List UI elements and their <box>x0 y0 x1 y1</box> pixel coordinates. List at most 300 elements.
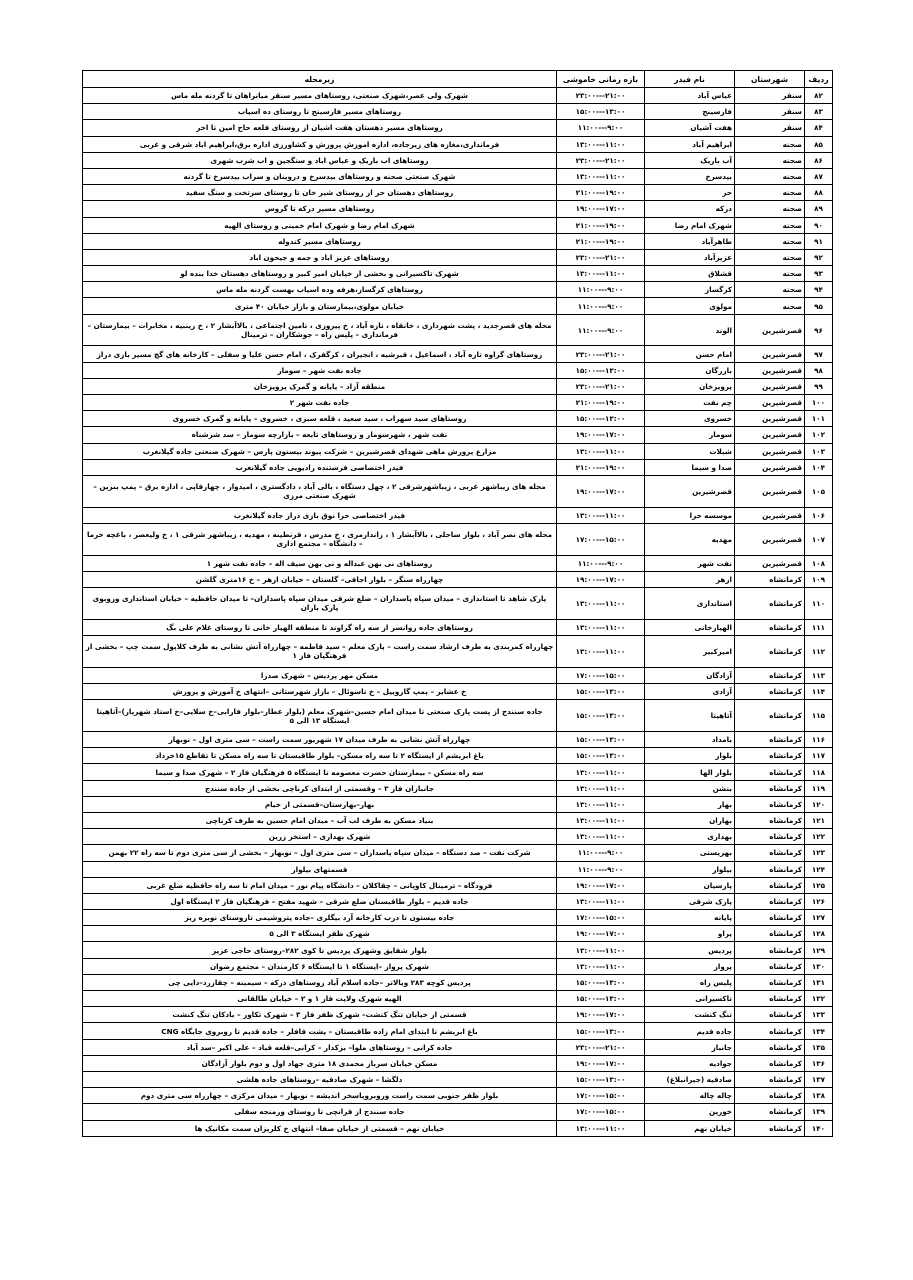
feeder-cell: پرواز <box>645 958 735 974</box>
county-cell: کرمانشاه <box>735 1023 805 1039</box>
county-cell: کرمانشاه <box>735 812 805 828</box>
area-cell: شهرک بهداری – استخر زرین <box>83 829 557 845</box>
row-number: ۱۱۸ <box>805 764 833 780</box>
outage-time-cell: ۱۱:۰۰---۱۳:۰۰ <box>557 796 645 812</box>
row-number: ۱۱۲ <box>805 636 833 668</box>
area-cell: بهار–بهارستان–قسمتی از خیام <box>83 796 557 812</box>
row-number: ۱۲۶ <box>805 893 833 909</box>
row-number: ۱۰۳ <box>805 443 833 459</box>
area-cell: روستاهای کرگساز،هرفه وده اسیاب بهست گردنه مله ماس <box>83 282 557 298</box>
table-row <box>83 942 833 958</box>
row-number: ۹۱ <box>805 233 833 249</box>
area-cell: منطقه آزاد – پایانه و گمرک پرویزخان <box>83 378 557 394</box>
area-cell: جاده نفت شهر ۲ <box>83 394 557 410</box>
feeder-cell: بیلوار <box>645 861 735 877</box>
outage-time-cell: ۱۳:۰۰---۱۵:۰۰ <box>557 684 645 700</box>
outage-time-cell: ۱۷:۰۰---۱۹:۰۰ <box>557 1055 645 1071</box>
area-cell: چهارراه آتش نشانی به طرف میدان ۱۷ شهریور سمت راست – سی متری اول – نوبهار <box>83 732 557 748</box>
county-cell: قصرشیرین <box>735 459 805 475</box>
feeder-cell: بازرگان <box>645 362 735 378</box>
county-cell: کرمانشاه <box>735 1055 805 1071</box>
feeder-cell: امام حسن <box>645 346 735 362</box>
outage-time-cell: ۱۳:۰۰---۱۵:۰۰ <box>557 104 645 120</box>
area-cell: شهرک ظفر ایستگاه ۳ الی ۵ <box>83 926 557 942</box>
table-row <box>83 555 833 571</box>
row-number: ۱۴۰ <box>805 1120 833 1136</box>
row-number: ۹۰ <box>805 217 833 233</box>
county-cell: قصرشیرین <box>735 507 805 523</box>
table-row <box>83 926 833 942</box>
row-number: ۱۳۸ <box>805 1088 833 1104</box>
area-cell: روستاهای مسیر درکه تا گروس <box>83 201 557 217</box>
table-row <box>83 1071 833 1087</box>
feeder-cell: پراو <box>645 926 735 942</box>
county-cell: کرمانشاه <box>735 1039 805 1055</box>
row-number: ۱۱۴ <box>805 684 833 700</box>
outage-time-cell: ۱۱:۰۰---۱۳:۰۰ <box>557 636 645 668</box>
feeder-cell: بهاران <box>645 812 735 828</box>
row-number: ۱۳۴ <box>805 1023 833 1039</box>
outage-time-cell: ۱۳:۰۰---۱۵:۰۰ <box>557 700 645 732</box>
county-cell: کرمانشاه <box>735 667 805 683</box>
table-row <box>83 249 833 265</box>
row-number: ۱۱۷ <box>805 748 833 764</box>
table-row <box>83 861 833 877</box>
outage-schedule-table <box>82 70 833 1137</box>
outage-time-cell: ۱۷:۰۰---۱۹:۰۰ <box>557 571 645 587</box>
row-number: ۱۳۵ <box>805 1039 833 1055</box>
feeder-cell: پارک شرقی <box>645 893 735 909</box>
feeder-cell: صدا و سیما <box>645 459 735 475</box>
feeder-cell: جاده قدیم <box>645 1023 735 1039</box>
outage-time-cell: ۱۱:۰۰---۱۳:۰۰ <box>557 443 645 459</box>
row-number: ۱۲۴ <box>805 861 833 877</box>
row-number: ۱۳۰ <box>805 958 833 974</box>
county-cell: کرمانشاه <box>735 877 805 893</box>
county-cell: صحنه <box>735 217 805 233</box>
area-cell: فرمانداری،مغازه های زیرجاده، اداره اموزش پرورش و کشاورزی اداره برق،ابراهیم اباد شرقی و غربی <box>83 136 557 152</box>
row-number: ۸۲ <box>805 88 833 104</box>
outage-schedule-sheet <box>82 70 832 1137</box>
area-cell: چهارراه سنگر – بلوار اجاقی– گلستان – خیابان ازهر – خ ۱۶متری گلشن <box>83 571 557 587</box>
area-cell: روستاهای عزیز اباد و جمه و جیحون اباد <box>83 249 557 265</box>
area-cell: محله های نصر آباد ، بلوار ساحلی ، بالاآبشار ۱ ، زاندارمری ، خ مدرس ، قرنطینه ، مهدیه ، زیباشهر شرقی ۱ ، خ ولیعصر ، باغچه خرما – دانشگاه – مجتمع اداری <box>83 523 557 555</box>
county-cell: کرمانشاه <box>735 796 805 812</box>
county-cell: کرمانشاه <box>735 619 805 635</box>
outage-time-cell: ۲۱:۰۰---۲۳:۰۰ <box>557 152 645 168</box>
area-cell: مسکن خیابان سرباز محمدی ۱۸ متری جهاد اول و دوم بلوار آزادگان <box>83 1055 557 1071</box>
table-row <box>83 812 833 828</box>
table-row <box>83 1023 833 1039</box>
county-cell: صحنه <box>735 201 805 217</box>
feeder-cell: پردیس <box>645 942 735 958</box>
county-cell: کرمانشاه <box>735 958 805 974</box>
outage-time-cell: ۱۳:۰۰---۱۵:۰۰ <box>557 991 645 1007</box>
feeder-cell: حر <box>645 185 735 201</box>
county-cell: کرمانشاه <box>735 588 805 620</box>
table-row <box>83 1088 833 1104</box>
table-row <box>83 298 833 314</box>
outage-time-cell: ۲۱:۰۰---۲۳:۰۰ <box>557 1039 645 1055</box>
table-row <box>83 523 833 555</box>
feeder-cell: بنشن <box>645 780 735 796</box>
table-row <box>83 845 833 861</box>
row-number: ۱۲۲ <box>805 829 833 845</box>
row-number: ۱۱۳ <box>805 667 833 683</box>
table-row <box>83 877 833 893</box>
area-cell: بنیاد مسکن به طرف لب آب – میدان امام حسین به طرف کرناچی <box>83 812 557 828</box>
outage-time-cell: ۱۱:۰۰---۱۳:۰۰ <box>557 942 645 958</box>
area-cell: محله های زیباشهر غربی ، زیباشهرشرقی ۲ ، چهل دستگاه ، بالی آباد ، دادگستری ، امیدوار ، چهارقاپی ، اداره برق – پمپ بنزین – شهرک صنعتی مرزی <box>83 475 557 507</box>
feeder-cell: خسروی <box>645 411 735 427</box>
table-row <box>83 475 833 507</box>
area-cell: جاده سنندج از قرانچی تا روستای ورمنجه سفلی <box>83 1104 557 1120</box>
table-row <box>83 588 833 620</box>
table-row <box>83 748 833 764</box>
feeder-cell: فارسینج <box>645 104 735 120</box>
row-number: ۱۲۳ <box>805 845 833 861</box>
area-cell: خ عشایر – پمپ گازوییل – خ تاسوئال – بازار شهرستانی –انتهای خ آموزش و پرورش <box>83 684 557 700</box>
row-number: ۹۶ <box>805 314 833 346</box>
table-body <box>83 88 833 1137</box>
table-row <box>83 362 833 378</box>
table-row <box>83 459 833 475</box>
outage-time-cell: ۱۱:۰۰---۱۳:۰۰ <box>557 1120 645 1136</box>
area-cell: روستاهای مسیر فارسینج تا روستای ده اسیاب <box>83 104 557 120</box>
outage-time-cell: ۹:۰۰---۱۱:۰۰ <box>557 314 645 346</box>
county-cell: قصرشیرین <box>735 346 805 362</box>
area-cell: شرکت نفت – صد دستگاه – میدان سپاه پاسداران – سی متری اول – نوبهار – بخشی از سی متری دوم تا سه راه ۲۲ بهمن <box>83 845 557 861</box>
area-cell: مزارع پرورش ماهی شهدای قصرشیرین – شرکت پیوند بیستون پارس – شهرک صنعتی جاده گیلانغرب <box>83 443 557 459</box>
county-cell: صحنه <box>735 266 805 282</box>
county-cell: صحنه <box>735 233 805 249</box>
row-number: ۱۰۲ <box>805 427 833 443</box>
area-cell: جاده بیستون تا درب کارخانه آرد بیگلری –جاده پتروشیمی تاروستای نوبره ریز <box>83 910 557 926</box>
outage-time-cell: ۱۳:۰۰---۱۵:۰۰ <box>557 1071 645 1087</box>
row-number: ۱۱۱ <box>805 619 833 635</box>
row-number: ۱۱۵ <box>805 700 833 732</box>
area-cell: شهرک صنعتی صحنه و روستاهای بیدسرخ و دروینان و سراب بیدسرخ تا گردنه <box>83 168 557 184</box>
table-row <box>83 974 833 990</box>
row-number: ۱۲۵ <box>805 877 833 893</box>
area-cell: روستاهای نی بهن عبداله و نی بهن سیف اله – جاده نفت شهر ۱ <box>83 555 557 571</box>
area-cell: روستاهای دهستان حر از روستای شیر خان تا روستای سرتخت و سنگ سفید <box>83 185 557 201</box>
feeder-cell: خورین <box>645 1104 735 1120</box>
outage-time-cell: ۲۱:۰۰---۲۳:۰۰ <box>557 88 645 104</box>
table-row <box>83 104 833 120</box>
county-cell: کرمانشاه <box>735 684 805 700</box>
area-cell: روستاهای مسیر دهستان هفت اشیان از روستای قلعه حاج امین تا اخر <box>83 120 557 136</box>
row-number: ۱۰۶ <box>805 507 833 523</box>
table-row <box>83 152 833 168</box>
feeder-cell: شهرک امام رضا <box>645 217 735 233</box>
outage-time-cell: ۱۱:۰۰---۱۳:۰۰ <box>557 893 645 909</box>
county-cell: کرمانشاه <box>735 764 805 780</box>
area-cell: شهرک تاکسیرانی و بخشی از خیابان امیر کبیر و روستاهای دهستان خدا بنده لو <box>83 266 557 282</box>
feeder-cell: بلوار الها <box>645 764 735 780</box>
table-row <box>83 764 833 780</box>
table-row <box>83 88 833 104</box>
county-cell: قصرشیرین <box>735 362 805 378</box>
feeder-cell: بهار <box>645 796 735 812</box>
county-cell: کرمانشاه <box>735 1120 805 1136</box>
area-cell: جاده کرانی – روستاهای ملوا– بزکدار – کرانی–قلعه قباد – علی اکبر –سد آباد <box>83 1039 557 1055</box>
county-cell: کرمانشاه <box>735 732 805 748</box>
area-cell: محله های قصرجدید ، پشت شهرداری ، خانقاه ، تازه آباد ، خ پیروزی ، تامین اجتماعی ، بالاآبشار ۲ ، خ زینبیه ، مخابرات – بیمارستان – فرمانداری – پلیس راه – جوشکاران – ترمینال <box>83 314 557 346</box>
feeder-cell: درکه <box>645 201 735 217</box>
outage-time-cell: ۱۹:۰۰---۲۱:۰۰ <box>557 394 645 410</box>
table-header-row <box>83 71 833 88</box>
county-cell: کرمانشاه <box>735 861 805 877</box>
outage-time-cell: ۱۳:۰۰---۱۵:۰۰ <box>557 1023 645 1039</box>
county-cell: قصرشیرین <box>735 427 805 443</box>
feeder-cell: ازهر <box>645 571 735 587</box>
outage-time-cell: ۱۱:۰۰---۱۳:۰۰ <box>557 588 645 620</box>
table-row <box>83 636 833 668</box>
table-row <box>83 136 833 152</box>
county-cell: قصرشیرین <box>735 475 805 507</box>
area-cell: روستاهای مسیر کندوله <box>83 233 557 249</box>
table-row <box>83 507 833 523</box>
county-cell: قصرشیرین <box>735 523 805 555</box>
row-number: ۹۹ <box>805 378 833 394</box>
row-number: ۸۹ <box>805 201 833 217</box>
area-cell: سه راه مسکن – بیمارستان حضرت معصومه تا ایستگاه ۵ فرهنگیان فاز ۲ – شهرک صدا و سیما <box>83 764 557 780</box>
county-cell: صحنه <box>735 185 805 201</box>
area-cell: قسمتی از خیابان تنگ کنشت– شهرک ظفر فاز ۳ – شهرک تکاور – بادکان تنگ کنشت <box>83 1007 557 1023</box>
row-number: ۱۳۹ <box>805 1104 833 1120</box>
outage-time-cell: ۱۳:۰۰---۱۵:۰۰ <box>557 362 645 378</box>
county-cell: کرمانشاه <box>735 748 805 764</box>
area-cell: جاده قدیم – بلوار طاقبستان ضلع شرقی – شهید مفتح – فرهنگیان فاز ۲ ایستگاه اول <box>83 893 557 909</box>
feeder-cell: جانباز <box>645 1039 735 1055</box>
outage-time-cell: ۱۷:۰۰---۱۹:۰۰ <box>557 1007 645 1023</box>
row-number: ۱۲۱ <box>805 812 833 828</box>
county-cell: کرمانشاه <box>735 910 805 926</box>
table-row <box>83 780 833 796</box>
table-row <box>83 991 833 1007</box>
row-number: ۱۲۰ <box>805 796 833 812</box>
row-number: ۹۷ <box>805 346 833 362</box>
header-outage-time: بازه زمانی خاموشی <box>557 71 645 88</box>
row-number: ۸۸ <box>805 185 833 201</box>
outage-time-cell: ۱۳:۰۰---۱۵:۰۰ <box>557 748 645 764</box>
feeder-cell: مهدیه <box>645 523 735 555</box>
table-row <box>83 796 833 812</box>
outage-time-cell: ۱۱:۰۰---۱۳:۰۰ <box>557 266 645 282</box>
table-row <box>83 168 833 184</box>
table-row <box>83 411 833 427</box>
feeder-cell: عباس آباد <box>645 88 735 104</box>
feeder-cell: پلیس راه <box>645 974 735 990</box>
outage-time-cell: ۱۱:۰۰---۱۳:۰۰ <box>557 812 645 828</box>
feeder-cell: الوند <box>645 314 735 346</box>
feeder-cell: پرویزخان <box>645 378 735 394</box>
row-number: ۹۵ <box>805 298 833 314</box>
area-cell: چهارراه کمربندی به طرف ارشاد سمت راست – پارک معلم – سید فاطمه – چهارراه آتش نشانی به طرف کلاپول سمت چپ – بخشی از فرهنگیان فاز ۱ <box>83 636 557 668</box>
feeder-cell: ابراهیم آباد <box>645 136 735 152</box>
outage-time-cell: ۱۷:۰۰---۱۹:۰۰ <box>557 926 645 942</box>
row-number: ۱۳۲ <box>805 991 833 1007</box>
area-cell: باغ ابریشم تا ابتدای امام زاده طاقبستان – پشت قافلر – جاده قدیم تا روبروی جایگاه CNG <box>83 1023 557 1039</box>
feeder-cell: تنگ کنشت <box>645 1007 735 1023</box>
feeder-cell: آزادی <box>645 684 735 700</box>
county-cell: سنقر <box>735 88 805 104</box>
feeder-cell: جوادیه <box>645 1055 735 1071</box>
feeder-cell: موسسه حرا <box>645 507 735 523</box>
county-cell: کرمانشاه <box>735 1088 805 1104</box>
row-number: ۱۰۹ <box>805 571 833 587</box>
table-row <box>83 427 833 443</box>
row-number: ۸۵ <box>805 136 833 152</box>
area-cell: روستاهای سید سهراب ، سید سعید ، قلعه سبزی ، خسروی – پایانه و گمرک خسروی <box>83 411 557 427</box>
outage-time-cell: ۱۹:۰۰---۲۱:۰۰ <box>557 217 645 233</box>
outage-time-cell: ۱۳:۰۰---۱۵:۰۰ <box>557 732 645 748</box>
feeder-cell: نفت شهر <box>645 555 735 571</box>
county-cell: قصرشیرین <box>735 314 805 346</box>
outage-time-cell: ۱۱:۰۰---۱۳:۰۰ <box>557 136 645 152</box>
table-row <box>83 185 833 201</box>
row-number: ۸۶ <box>805 152 833 168</box>
area-cell: فیدر اختصاصی فرستنده رادیویی جاده گیلانغرب <box>83 459 557 475</box>
area-cell: الهیه شهرک ولایت فاز ۱ و ۲ – خیابان طالقانی <box>83 991 557 1007</box>
area-cell: روستاهای اب باریک و عباس اباد و سنگجین و اب شرب شهری <box>83 152 557 168</box>
outage-time-cell: ۱۱:۰۰---۱۳:۰۰ <box>557 168 645 184</box>
feeder-cell: قصرشیرین <box>645 475 735 507</box>
area-cell: شهرک امام رضا و شهرک امام خمینی و روستای الهیه <box>83 217 557 233</box>
outage-time-cell: ۱۹:۰۰---۲۱:۰۰ <box>557 459 645 475</box>
feeder-cell: شیلات <box>645 443 735 459</box>
table-row <box>83 732 833 748</box>
outage-time-cell: ۱۷:۰۰---۱۹:۰۰ <box>557 877 645 893</box>
table-row <box>83 233 833 249</box>
row-number: ۱۰۴ <box>805 459 833 475</box>
row-number: ۱۰۸ <box>805 555 833 571</box>
outage-time-cell: ۱۷:۰۰---۱۹:۰۰ <box>557 427 645 443</box>
area-cell: شهرک پرواز –ایستگاه ۱ تا ایستگاه ۶ کارمندان – مجتمع رضوان <box>83 958 557 974</box>
outage-time-cell: ۲۱:۰۰---۲۳:۰۰ <box>557 249 645 265</box>
county-cell: کرمانشاه <box>735 974 805 990</box>
county-cell: کرمانشاه <box>735 1104 805 1120</box>
outage-time-cell: ۱۷:۰۰---۱۹:۰۰ <box>557 201 645 217</box>
county-cell: قصرشیرین <box>735 443 805 459</box>
table-row <box>83 1104 833 1120</box>
row-number: ۱۰۵ <box>805 475 833 507</box>
feeder-cell: الهیارخانی <box>645 619 735 635</box>
table-row <box>83 667 833 683</box>
outage-time-cell: ۹:۰۰---۱۱:۰۰ <box>557 555 645 571</box>
outage-time-cell: ۱۳:۰۰---۱۵:۰۰ <box>557 974 645 990</box>
area-cell: روستاهای گراوه تازه آباد ، اسماعیل ، قبرشیه ، انجیران ، کرگفرک ، امام حسن علیا و سفلی – کارخانه های گچ مسیر بازی دراز <box>83 346 557 362</box>
area-cell: پردیس کوچه ۲۸۳ وبالاتر –جاده اسلام آباد روستاهای درکه – سیمینه – چقازرد–دایی چی <box>83 974 557 990</box>
feeder-cell: آزادگان <box>645 667 735 683</box>
table-row <box>83 314 833 346</box>
area-cell: مسکن مهر پردیس – شهرک صدرا <box>83 667 557 683</box>
table-row <box>83 619 833 635</box>
table-row <box>83 201 833 217</box>
outage-time-cell: ۱۵:۰۰---۱۷:۰۰ <box>557 1104 645 1120</box>
feeder-cell: امیرکبیر <box>645 636 735 668</box>
outage-time-cell: ۱۱:۰۰---۱۳:۰۰ <box>557 829 645 845</box>
outage-time-cell: ۱۹:۰۰---۲۱:۰۰ <box>557 233 645 249</box>
area-cell: جاده سنندج از پست پارک صنعتی تا میدان امام حسین–شهرک معلم (بلوار عطار–بلوار فارابی–خ سلایی–خ استاد شهریار)–آتاهیتا ایستگاه ۱۳ الی ۵ <box>83 700 557 732</box>
area-cell: قسمتهای بیلوار <box>83 861 557 877</box>
feeder-cell: کرگساز <box>645 282 735 298</box>
feeder-cell: خیابان نهم <box>645 1120 735 1136</box>
feeder-cell: آتاهیتا <box>645 700 735 732</box>
feeder-cell: قشلاق <box>645 266 735 282</box>
county-cell: کرمانشاه <box>735 780 805 796</box>
feeder-cell: صادقیه (جیرانبلاغ) <box>645 1071 735 1087</box>
header-county: شهرستان <box>735 71 805 88</box>
outage-time-cell: ۱۱:۰۰---۱۳:۰۰ <box>557 507 645 523</box>
row-number: ۸۳ <box>805 104 833 120</box>
county-cell: سنقر <box>735 120 805 136</box>
outage-time-cell: ۲۱:۰۰---۲۳:۰۰ <box>557 378 645 394</box>
area-cell: دلگشا – شهرک صادقیه –روستاهای جاده هلشی <box>83 1071 557 1087</box>
table-row <box>83 1120 833 1136</box>
county-cell: قصرشیرین <box>735 555 805 571</box>
county-cell: کرمانشاه <box>735 926 805 942</box>
area-cell: بلوار شقایق وشهرک پردیس تا کوی ۲۸۲–روستای حاجی عزیز <box>83 942 557 958</box>
table-row <box>83 571 833 587</box>
outage-time-cell: ۱۵:۰۰---۱۷:۰۰ <box>557 523 645 555</box>
county-cell: کرمانشاه <box>735 700 805 732</box>
county-cell: صحنه <box>735 282 805 298</box>
table-row <box>83 120 833 136</box>
county-cell: قصرشیرین <box>735 394 805 410</box>
county-cell: صحنه <box>735 152 805 168</box>
county-cell: قصرشیرین <box>735 411 805 427</box>
outage-time-cell: ۹:۰۰---۱۱:۰۰ <box>557 845 645 861</box>
county-cell: کرمانشاه <box>735 893 805 909</box>
feeder-cell: سومار <box>645 427 735 443</box>
feeder-cell: تاکسیرانی <box>645 991 735 1007</box>
feeder-cell: آب باریک <box>645 152 735 168</box>
outage-time-cell: ۱۱:۰۰---۱۳:۰۰ <box>557 764 645 780</box>
table-row <box>83 958 833 974</box>
outage-time-cell: ۱۵:۰۰---۱۷:۰۰ <box>557 1088 645 1104</box>
table-row <box>83 443 833 459</box>
area-cell: خیابان مولوی،بیمارستان و بازار خیابان ۴۰ متری <box>83 298 557 314</box>
outage-time-cell: ۹:۰۰---۱۱:۰۰ <box>557 120 645 136</box>
feeder-cell: پارسیان <box>645 877 735 893</box>
table-row <box>83 893 833 909</box>
outage-time-cell: ۹:۰۰---۱۱:۰۰ <box>557 282 645 298</box>
feeder-cell: هفت آشیان <box>645 120 735 136</box>
outage-time-cell: ۱۷:۰۰---۱۹:۰۰ <box>557 475 645 507</box>
outage-time-cell: ۹:۰۰---۱۱:۰۰ <box>557 298 645 314</box>
outage-time-cell: ۱۹:۰۰---۲۱:۰۰ <box>557 185 645 201</box>
row-number: ۱۰۱ <box>805 411 833 427</box>
row-number: ۱۱۹ <box>805 780 833 796</box>
table-row <box>83 1007 833 1023</box>
outage-time-cell: ۱۵:۰۰---۱۷:۰۰ <box>557 910 645 926</box>
header-row-number: ردیف <box>805 71 833 88</box>
table-row <box>83 394 833 410</box>
outage-time-cell: ۱۵:۰۰---۱۷:۰۰ <box>557 667 645 683</box>
feeder-cell: طاهرآباد <box>645 233 735 249</box>
area-cell: شهرک ولی عصر،شهرک صنعتی، روستاهای مسیر سنقر میانراهان تا گردنه مله ماس <box>83 88 557 104</box>
county-cell: صحنه <box>735 249 805 265</box>
row-number: ۱۱۰ <box>805 588 833 620</box>
area-cell: نفت شهر ، شهرسومار و روستاهای تابعه – بازارچه سومار – سد شرشناه <box>83 427 557 443</box>
row-number: ۸۷ <box>805 168 833 184</box>
feeder-cell: استانداری <box>645 588 735 620</box>
feeder-cell: مولوی <box>645 298 735 314</box>
county-cell: کرمانشاه <box>735 845 805 861</box>
outage-time-cell: ۱۱:۰۰---۱۳:۰۰ <box>557 619 645 635</box>
